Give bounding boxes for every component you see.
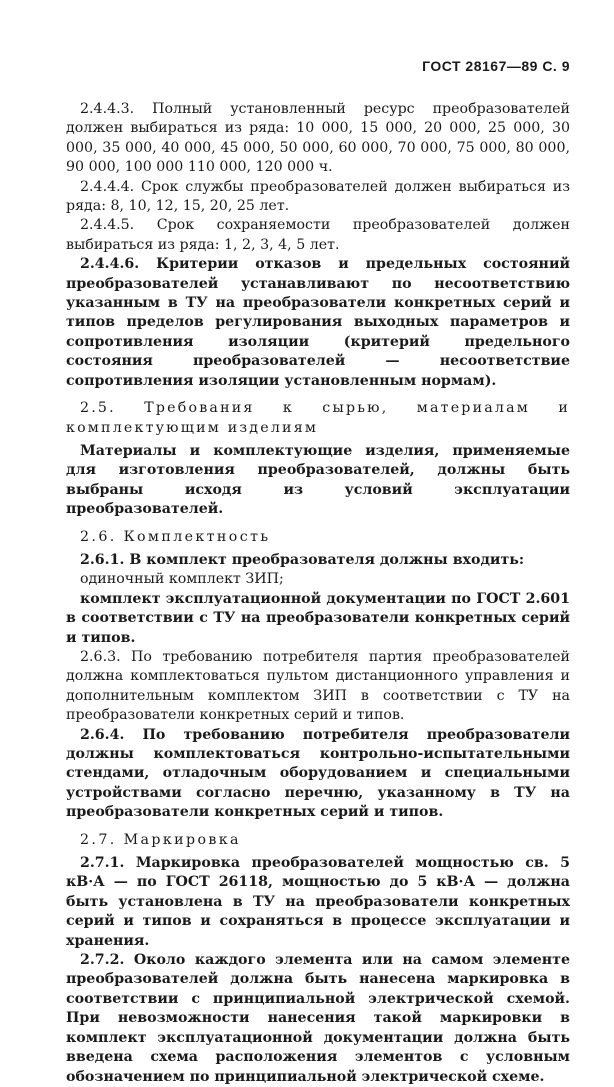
clause-2-6-1: 2.6.1. В комплект преобразователя должны входить: bbox=[80, 551, 525, 568]
clause-2-6-1-item-1: одиночный комплект ЗИП; bbox=[80, 571, 284, 588]
clause-2-6-3: 2.6.3. По требованию потребителя партия преобразователей должна комплектоваться пультом дистанционного управления и дополнительным комплектом ЗИП в соответствии с ТУ на преобразователи конкретных серий и типов. bbox=[66, 648, 570, 724]
page-header: ГОСТ 28167—89 С. 9 bbox=[422, 58, 570, 74]
clause-2-7-1: 2.7.1. Маркировка преобразователей мощностью св. 5 кВ·А — по ГОСТ 26118, мощностью до 5 кВ·А — должна быть установлена в ТУ на преобразователи конкретных серий и типов и сохраняться в процессе эксплуатации и хранения. bbox=[66, 855, 570, 949]
section-2-5-heading: 2.5. Требования к сырью, материалам и комплектующим изделиям bbox=[66, 400, 570, 436]
clause-2-4-4-3: 2.4.4.3. Полный установленный ресурс преобразователей должен выбираться из ряда: 10 000, 15 000, 20 000, 25 000, 30 000, 35 000, 40 000, 45 000, 50 000, 60 000, 70 000, 75 000, 80 000, 90 000, 100 000 110 000, 120 000 ч. bbox=[66, 101, 570, 176]
clause-2-6-1-item-2: комплект эксплуатационной документации по ГОСТ 2.601 в соответствии с ТУ на преобразователи конкретных серий и типов. bbox=[66, 590, 570, 646]
clause-2-4-4-6: 2.4.4.6. Критерии отказов и предельных состояний преобразователей устанавливают по несоответствию указанным в ТУ на преобразователи конкретных серий и типов пределов регулирования выходных параметров и сопротивления изоляции (критерий предельного состояния преобразователей — несоответствие сопротивления изоляции установленным нормам). bbox=[66, 256, 570, 389]
section-2-6-heading: 2.6. Комплектность bbox=[80, 528, 271, 545]
clause-2-6-4: 2.6.4. По требованию потребителя преобразователи должны комплектоваться контрольно-испытательными стендами, отладочным оборудованием и специальными устройствами согласно перечню, указанному в ТУ на преобразователи конкретных серий и типов. bbox=[66, 726, 570, 821]
section-2-7-heading: 2.7. Маркировка bbox=[80, 831, 241, 848]
clause-2-4-4-5: 2.4.4.5. Срок сохраняемости преобразователей должен выбираться из ряда: 1, 2, 3, 4, 5 лет. bbox=[66, 217, 570, 253]
section-2-5-text: Материалы и комплектующие изделия, применяемые для изготовления преобразователей, должны быть выбраны исходя из условий эксплуатации преобразователей. bbox=[66, 442, 570, 518]
clause-2-7-2: 2.7.2. Около каждого элемента или на самом элементе преобразователей должна быть нанесена маркировка в соответствии с принципиальной электрической схемой. При невозможности нанесения такой маркировки в комплект эксплуатационной документации должна быть введена схема расположения элементов с условным обозначением по принципиальной электрической схеме. bbox=[66, 952, 570, 1085]
document-body bbox=[66, 58, 570, 1087]
clause-2-4-4-4: 2.4.4.4. Срок службы преобразователей должен выбираться из ряда: 8, 10, 12, 15, 20, 25 лет. bbox=[66, 178, 570, 215]
